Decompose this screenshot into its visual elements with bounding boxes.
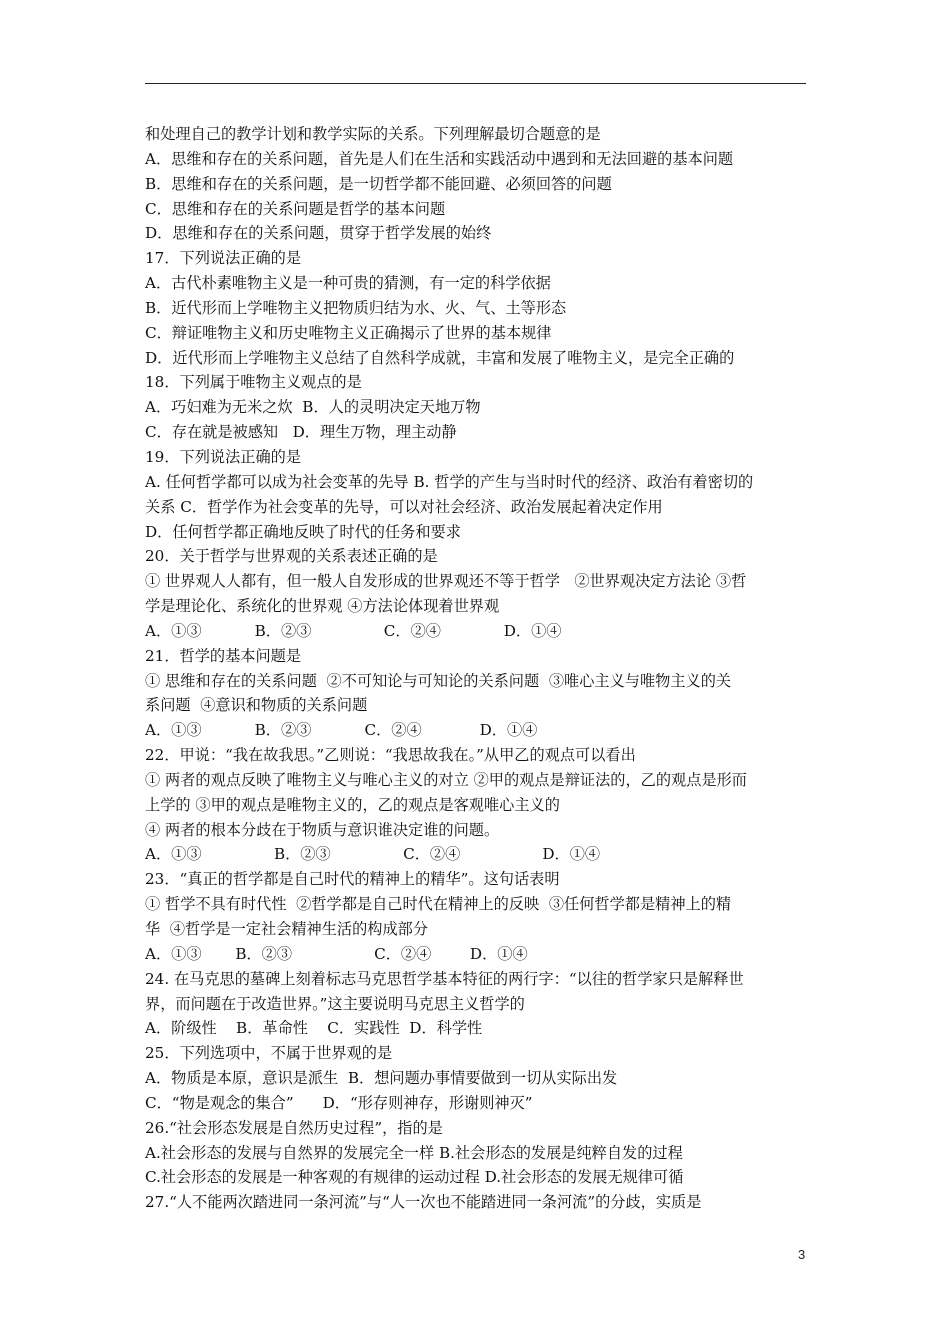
- text-line: ① 世界观人人都有，但一般人自发形成的世界观还不等于哲学 ②世界观决定方法论 ③哲: [145, 572, 747, 591]
- text-line: D．任何哲学都正确地反映了时代的任务和要求: [145, 522, 461, 541]
- text-line: C．存在就是被感知 D．理生万物，理主动静: [145, 423, 457, 442]
- text-line: 关系 C．哲学作为社会变革的先导，可以对社会经济、政治发展起着决定作用: [145, 497, 663, 516]
- page-number: 3: [798, 1247, 806, 1262]
- text-line: A. 任何哲学都可以成为社会变革的先导 B. 哲学的产生与当时时代的经济、政治有着密切的: [145, 472, 754, 491]
- text-line: 华 ④哲学是一定社会精神生活的构成部分: [145, 920, 429, 938]
- text-line: 和处理自己的教学计划和教学实际的关系。下列理解最切合题意的是: [145, 125, 601, 143]
- text-line: D．思维和存在的关系问题，贯穿于哲学发展的始终: [145, 224, 492, 243]
- text-line: A．①③ B．②③ C．②④ D．①④: [145, 944, 528, 963]
- text-line: ① 思维和存在的关系问题 ②不可知论与可知论的关系问题 ③唯心主义与唯物主义的关: [145, 671, 732, 690]
- text-line: A．阶级性 B．革命性 C．实践性 D．科学性: [145, 1019, 483, 1038]
- text-line: C.社会形态的发展是一种客观的有规律的运动过程 D.社会形态的发展无规律可循: [145, 1168, 684, 1187]
- text-line: B．思维和存在的关系问题，是一切哲学都不能回避、必须回答的问题: [145, 174, 612, 193]
- text-line: 上学的 ③甲的观点是唯物主义的，乙的观点是客观唯心主义的: [145, 795, 560, 814]
- text-line: C．辩证唯物主义和历史唯物主义正确揭示了世界的基本规律: [145, 323, 552, 342]
- text-line: 23．“真正的哲学都是自己时代的精神上的精华”。这句话表明: [145, 870, 560, 889]
- text-line: ① 两者的观点反映了唯物主义与唯心主义的对立 ②甲的观点是辩证法的，乙的观点是形而: [145, 770, 747, 789]
- text-line: B．近代形而上学唯物主义把物质归结为水、火、气、土等形态: [145, 298, 567, 317]
- text-line: 学是理论化、系统化的世界观 ④方法论体现着世界观: [145, 597, 500, 616]
- text-line: D．近代形而上学唯物主义总结了自然科学成就，丰富和发展了唯物主义，是完全正确的: [145, 348, 735, 367]
- text-line: 20．关于哲学与世界观的关系表述正确的是: [145, 547, 438, 566]
- text-line: A．①③ B．②③ C．②④ D．①④: [145, 621, 562, 640]
- text-line: C．思维和存在的关系问题是哲学的基本问题: [145, 199, 446, 218]
- text-line: 27.“人不能两次踏进同一条河流”与“人一次也不能踏进同一条河流”的分歧，实质是: [145, 1193, 702, 1212]
- document-body: [145, 122, 810, 1215]
- text-line: 17．下列说法正确的是: [145, 249, 302, 268]
- text-line: C．“物是观念的集合” D．“形存则神存，形谢则神灭”: [145, 1093, 533, 1112]
- text-line: ④ 两者的根本分歧在于物质与意识谁决定谁的问题。: [145, 820, 500, 839]
- text-line: 24. 在马克思的墓碑上刻着标志马克思哲学基本特征的两行字：“以往的哲学家只是解释世: [145, 969, 744, 988]
- text-line: 系问题 ④意识和物质的关系问题: [145, 696, 368, 715]
- header-rule: [145, 83, 806, 84]
- text-line: A．①③ B．②③ C．②④ D．①④: [145, 845, 601, 864]
- text-line: 21．哲学的基本问题是: [145, 646, 302, 665]
- text-line: A．巧妇难为无米之炊 B．人的灵明决定天地万物: [145, 398, 481, 417]
- text-line: A．物质是本原，意识是派生 B．想问题办事情要做到一切从实际出发: [145, 1069, 618, 1088]
- text-line: A．思维和存在的关系问题，首先是人们在生活和实践活动中遇到和无法回避的基本问题: [145, 149, 734, 168]
- text-line: 界，而问题在于改造世界。”这主要说明马克思主义哲学的: [145, 994, 525, 1013]
- text-line: A.社会形态的发展与自然界的发展完全一样 B.社会形态的发展是纯粹自发的过程: [145, 1143, 683, 1162]
- text-line: 25．下列选项中，不属于世界观的是: [145, 1044, 393, 1063]
- text-line: 26.“社会形态发展是自然历史过程”，指的是: [145, 1118, 443, 1137]
- text-line: 19．下列说法正确的是: [145, 447, 302, 466]
- text-line: A．①③ B．②③ C．②④ D．①④: [145, 721, 538, 740]
- text-line: ① 哲学不具有时代性 ②哲学都是自己时代在精神上的反映 ③任何哲学都是精神上的精: [145, 895, 732, 914]
- text-line: A．古代朴素唯物主义是一种可贵的猜测，有一定的科学依据: [145, 274, 551, 293]
- text-line: 22．甲说：“我在故我思。”乙则说：“我思故我在。”从甲乙的观点可以看出: [145, 746, 636, 765]
- text-line: 18．下列属于唯物主义观点的是: [145, 373, 362, 392]
